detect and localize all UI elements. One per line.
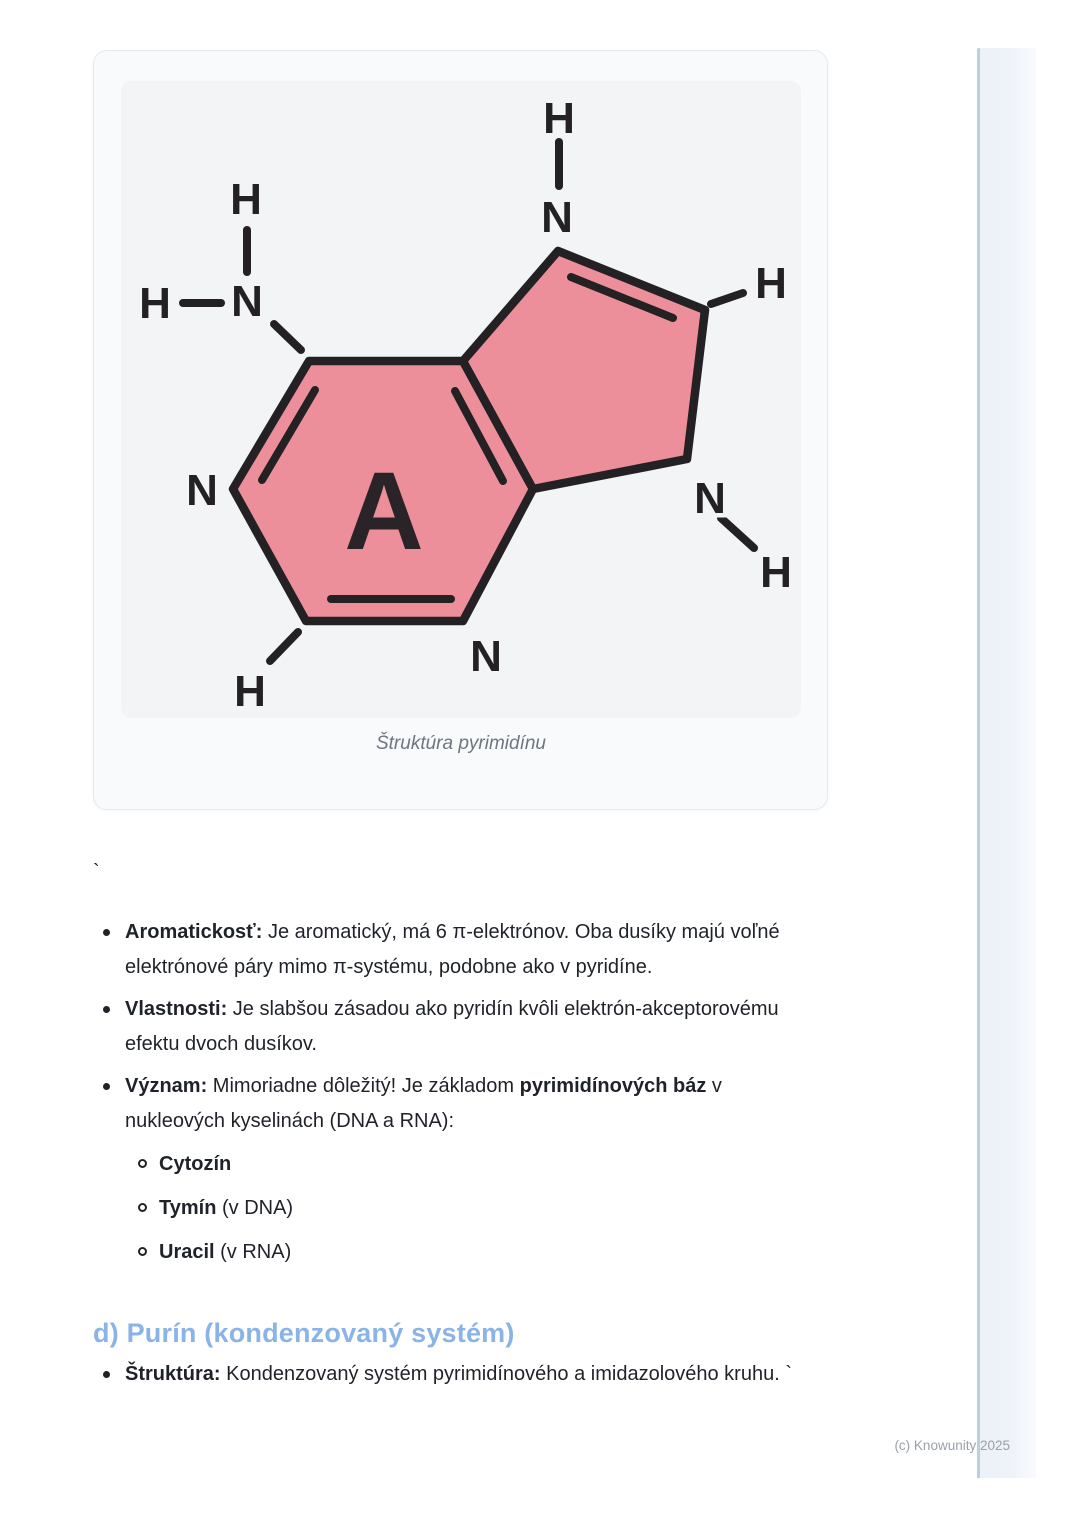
term-label: Uracil [159,1241,215,1263]
base-letter-a: A [344,450,424,573]
figure-card [93,50,828,810]
circle-bullet-icon [138,1159,147,1168]
adenine-structure-diagram [121,81,801,718]
atom-label-h: H [760,548,792,597]
term-text: Mimoriadne dôležitý! Je základom [207,1075,520,1097]
bullet-icon [103,929,110,936]
atom-label-h: H [230,175,262,224]
page-edge-accent-band [977,48,1036,1478]
sub-bullet-list [93,1147,813,1270]
term-label: Cytozín [159,1153,232,1175]
list-item [93,915,813,985]
bullet-list [93,915,813,1270]
sub-list-item [93,1235,813,1270]
atom-label-h: H [234,667,266,716]
term-text: (v RNA) [214,1241,292,1263]
notes-content [93,855,813,1399]
circle-bullet-icon [138,1203,147,1212]
term-text: (v DNA) [216,1197,294,1219]
figure-caption: Štruktúra pyrimidínu [375,733,546,754]
sub-list-item [93,1191,813,1226]
circle-bullet-icon [138,1247,147,1256]
list-item [93,1357,813,1392]
term-label: Vlastnosti: [125,998,228,1020]
sub-list-item [93,1147,813,1182]
term-text: Je slabšou zásadou ako pyridín kvôli elektrón-akceptorovému efektu dvoch dusíkov. [125,998,779,1055]
copyright-watermark: (c) Knowunity 2025 [894,1438,1010,1453]
term-label: Tymín [159,1197,217,1219]
list-item-text [159,1147,813,1182]
list-item-text [159,1191,813,1226]
atom-label-h: H [755,259,787,308]
section-heading: d) Purín (kondenzovaný systém) [93,1318,515,1348]
stray-backtick: ` [93,861,100,883]
term-label: Štruktúra: [125,1363,221,1385]
atom-label-n: N [470,632,502,681]
atom-label-h: H [139,279,171,328]
atom-label-n: N [186,466,218,515]
term-text: Je aromatický, má 6 π-elektrónov. Oba dusíky majú voľné elektrónové páry mimo π-systému, podobne ako v pyridíne. [125,921,780,978]
molecule-panel [121,81,801,718]
term-label: Význam: [125,1075,208,1097]
term-label: Aromatickosť: [125,921,263,943]
list-item-text [159,1235,813,1270]
emphasized-text: pyrimidínových báz [519,1075,707,1097]
list-item-text [125,915,810,985]
atom-label-n: N [694,474,726,523]
atom-label-n: N [541,193,573,242]
list-item-text [125,1357,810,1392]
list-item [93,1069,813,1139]
list-item [93,992,813,1062]
atom-label-n: N [231,277,263,326]
list-item-text [125,1069,810,1139]
bullet-icon [103,1006,110,1013]
term-text: Kondenzovaný systém pyrimidínového a imidazolového kruhu. ` [220,1363,792,1385]
list-item-text [125,992,810,1062]
atom-label-h: H [543,94,575,143]
bullet-icon [103,1083,110,1090]
term-text: v nukleových kyselinách (DNA a RNA): [125,1075,722,1132]
bullet-icon [103,1371,110,1378]
